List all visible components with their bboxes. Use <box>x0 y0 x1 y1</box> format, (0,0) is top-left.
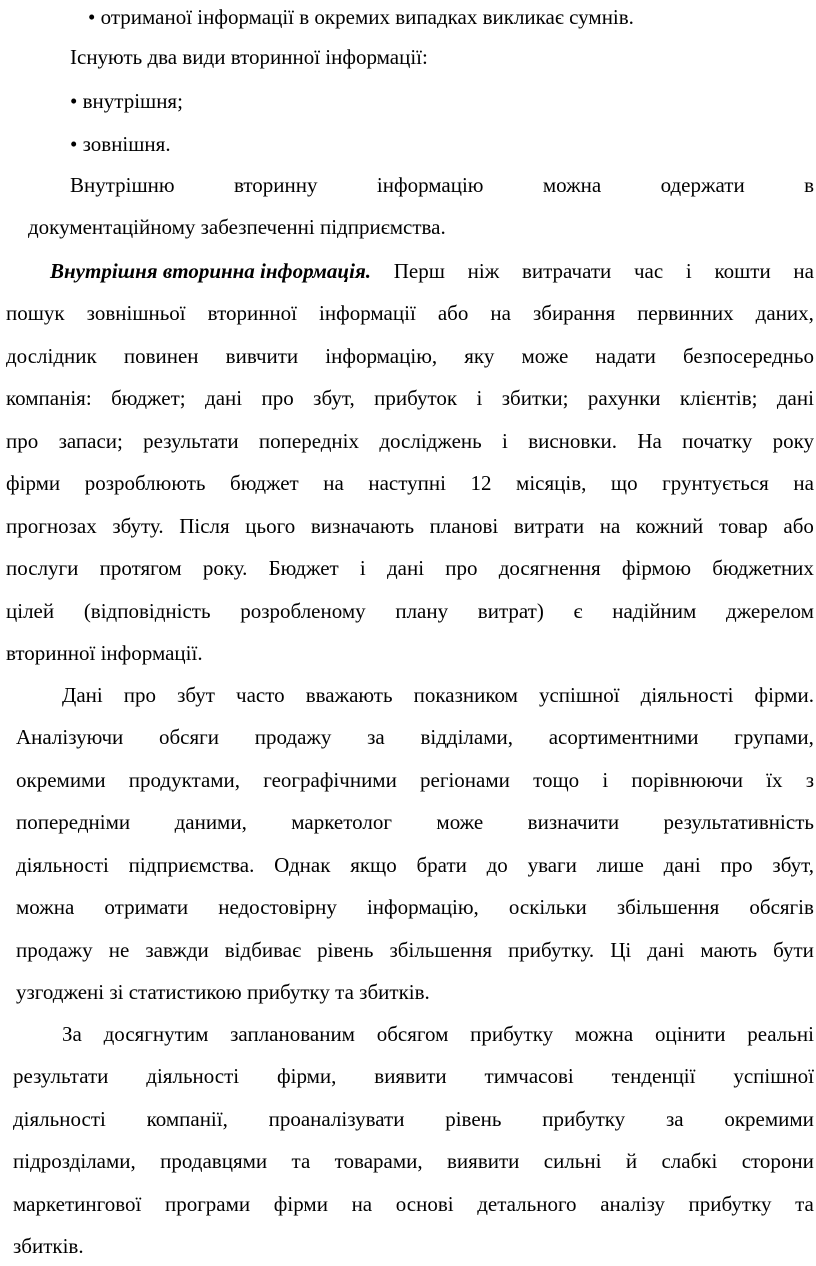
word: рахунки <box>587 386 661 410</box>
text-line <box>6 597 814 625</box>
word: можна <box>16 895 75 919</box>
word: Однак <box>274 853 331 877</box>
word: послуги <box>6 556 79 580</box>
word: на <box>323 471 344 495</box>
word: збитки; <box>501 386 569 410</box>
word: компанія: <box>6 386 92 410</box>
text-line <box>13 1190 814 1218</box>
word: оскільки <box>508 895 587 919</box>
word: даними, <box>174 810 247 834</box>
word: що <box>610 471 638 495</box>
text-line <box>13 1062 814 1090</box>
word: розробленому <box>240 599 366 623</box>
word: планові <box>429 514 499 538</box>
word: підрозділами, <box>13 1149 136 1173</box>
word: продажу <box>16 938 93 962</box>
word: досліджень <box>379 429 482 453</box>
word: дані <box>647 938 685 962</box>
word: вторинної <box>207 301 298 325</box>
word: збільшення <box>389 938 492 962</box>
word: дані <box>776 386 814 410</box>
word: брати <box>416 853 467 877</box>
word: даних, <box>755 301 814 325</box>
word: успішної <box>733 1064 814 1088</box>
word: або <box>437 301 469 325</box>
word: тощо <box>533 768 580 792</box>
word: За <box>62 1022 82 1046</box>
word: дані <box>205 386 243 410</box>
word: клієнтів; <box>679 386 758 410</box>
word: час <box>633 259 664 283</box>
word: і <box>502 429 508 453</box>
text-line <box>62 1020 814 1048</box>
word: маркетингової <box>13 1192 142 1216</box>
word: якщо <box>350 853 397 877</box>
word: слабкі <box>661 1149 718 1173</box>
word: за <box>367 725 385 749</box>
word: кожний <box>635 514 704 538</box>
word: тимчасові <box>484 1064 574 1088</box>
word: дані <box>386 556 425 580</box>
word: витрати <box>513 514 585 538</box>
word: інформацію, <box>366 895 479 919</box>
word: бюджетних <box>712 556 814 580</box>
word: діяльності <box>13 1107 106 1131</box>
word: і <box>476 386 483 410</box>
word: досягнення <box>498 556 601 580</box>
word: інформацію, <box>325 344 438 368</box>
word: прибутку <box>688 1192 772 1216</box>
word: відділами, <box>420 725 513 749</box>
word: недостовірну <box>218 895 337 919</box>
word: з <box>805 768 814 792</box>
word: повинен <box>123 344 199 368</box>
word: на <box>599 514 621 538</box>
intro-line: Існують два види вторинної інформації: <box>70 45 428 69</box>
word: збут, <box>313 386 355 410</box>
word: про <box>445 556 478 580</box>
word: На <box>637 429 662 453</box>
word: реальні <box>747 1022 814 1046</box>
word: визначають <box>310 514 415 538</box>
word: року. <box>202 556 248 580</box>
word: аналізу <box>600 1192 665 1216</box>
word: асортиментними <box>548 725 699 749</box>
word: про <box>720 853 753 877</box>
word: товарами, <box>334 1149 423 1173</box>
word: детального <box>477 1192 577 1216</box>
word: попередніми <box>16 810 131 834</box>
word: на <box>793 259 814 283</box>
word: витрат) <box>477 599 544 623</box>
word: вивчити <box>225 344 299 368</box>
word: або <box>783 514 814 538</box>
text-line: документаційному забезпеченні підприємства. <box>28 215 446 239</box>
word: вважають <box>305 683 393 707</box>
word: та <box>795 1192 814 1216</box>
word: (відповідність <box>83 599 211 623</box>
word: порівнюючи <box>631 768 743 792</box>
word: дані <box>663 853 701 877</box>
word: виявити <box>447 1149 520 1173</box>
bullet-item: • внутрішня; <box>70 89 183 113</box>
word: попередніх <box>258 429 359 453</box>
word: проаналізувати <box>268 1107 405 1131</box>
word: Аналізуючи <box>16 725 124 749</box>
word: можна <box>542 173 602 197</box>
word: сторони <box>741 1149 814 1173</box>
word: та <box>291 1149 311 1173</box>
word: досягнутим <box>103 1022 209 1046</box>
word: початку <box>682 429 753 453</box>
word: виявити <box>374 1064 447 1088</box>
word: продавцями <box>160 1149 268 1173</box>
word: уваги <box>527 853 577 877</box>
word: в <box>804 173 814 197</box>
word: компанії, <box>146 1107 228 1131</box>
word: збуту. <box>112 514 164 538</box>
word: відбиває <box>224 938 302 962</box>
text-line <box>6 554 814 582</box>
word: запланованим <box>230 1022 355 1046</box>
word: товар <box>718 514 768 538</box>
text-line <box>16 766 814 794</box>
word: продуктами, <box>128 768 241 792</box>
word: завжди <box>145 938 209 962</box>
word: обсягів <box>749 895 814 919</box>
word: групами, <box>734 725 814 749</box>
word: може <box>436 810 484 834</box>
word: Ці <box>610 938 632 962</box>
word: року <box>772 429 814 453</box>
word: запаси; <box>58 429 123 453</box>
word: фірми, <box>277 1064 337 1088</box>
word: фірмою <box>621 556 692 580</box>
word: збільшення <box>616 895 720 919</box>
word: бюджет <box>230 471 299 495</box>
word: джерелом <box>726 599 814 623</box>
word: наступні <box>368 471 446 495</box>
text-line: узгоджені зі статистикою прибутку та збитків. <box>16 980 430 1004</box>
word: яку <box>464 344 495 368</box>
word: і <box>359 556 366 580</box>
word: показником <box>413 683 518 707</box>
word: мають <box>700 938 758 962</box>
word: обсягом <box>376 1022 449 1046</box>
word: Дані <box>62 683 103 707</box>
word: оцінити <box>654 1022 726 1046</box>
word: основі <box>395 1192 454 1216</box>
word: фірми <box>6 471 61 495</box>
text-line <box>62 681 814 709</box>
word: інформацію <box>376 173 484 197</box>
word: місяців, <box>516 471 587 495</box>
word: Після <box>179 514 230 538</box>
text-line <box>13 1105 814 1133</box>
word: інформації <box>319 301 416 325</box>
word: за <box>665 1107 684 1131</box>
word: діяльності <box>640 683 734 707</box>
text-line <box>16 893 814 921</box>
word: на <box>351 1192 373 1216</box>
text-line <box>16 851 814 879</box>
word: рівень <box>317 938 374 962</box>
word: прибутку. <box>508 938 595 962</box>
word: географічними <box>263 768 397 792</box>
text-line <box>6 427 814 455</box>
word: протягом <box>99 556 182 580</box>
word: одержати <box>660 173 745 197</box>
text-line <box>6 512 814 540</box>
word: бути <box>773 938 814 962</box>
word: цього <box>245 514 296 538</box>
word: грунтується <box>662 471 769 495</box>
word: Бюджет <box>268 556 339 580</box>
word: бюджет; <box>111 386 186 410</box>
text-line <box>6 299 814 327</box>
word: безпосередньо <box>682 344 814 368</box>
word: витрачати <box>521 259 612 283</box>
word: збут <box>177 683 215 707</box>
word: діяльності <box>16 853 109 877</box>
word: прибутку <box>542 1107 626 1131</box>
word: 12 <box>470 471 492 495</box>
text-line <box>6 342 814 370</box>
word: окремими <box>16 768 106 792</box>
word: підприємства. <box>128 853 255 877</box>
word: сильні <box>543 1149 602 1173</box>
word: надати <box>595 344 656 368</box>
word: зовнішньої <box>86 301 186 325</box>
word: кошти <box>714 259 771 283</box>
word: і <box>685 259 692 283</box>
word: результативність <box>663 810 814 834</box>
word: на <box>490 301 511 325</box>
text-line <box>16 723 814 751</box>
word: висновки. <box>528 429 618 453</box>
word: часто <box>236 683 285 707</box>
word: визначити <box>527 810 620 834</box>
word: фірми. <box>754 683 814 707</box>
section-heading: Внутрішня вторинна інформація. <box>50 259 372 283</box>
text-line <box>16 808 814 836</box>
word: діяльності <box>146 1064 240 1088</box>
bullet-item: • отриманої інформації в окремих випадках викликає сумнів. <box>88 5 634 29</box>
text-line <box>13 1147 814 1175</box>
word: Перш <box>393 259 445 283</box>
word: вторинну <box>234 173 318 197</box>
word: прибутку <box>470 1022 554 1046</box>
word: прогнозах <box>6 514 97 538</box>
word: маркетолог <box>291 810 392 834</box>
word: на <box>793 471 814 495</box>
word: цілей <box>6 599 55 623</box>
word: плану <box>395 599 449 623</box>
word: отримати <box>104 895 189 919</box>
word: надійним <box>612 599 697 623</box>
word: збирання <box>532 301 616 325</box>
word: окремими <box>724 1107 814 1131</box>
word: дослідник <box>6 344 97 368</box>
word: лише <box>596 853 644 877</box>
text-line <box>50 257 814 285</box>
word: продажу <box>254 725 332 749</box>
word: рівень <box>445 1107 502 1131</box>
word: є <box>573 599 583 623</box>
word: програми <box>164 1192 251 1216</box>
word: результати <box>13 1064 109 1088</box>
word: тенденції <box>611 1064 696 1088</box>
word: прибуток <box>374 386 458 410</box>
text-line <box>6 384 814 412</box>
word: їх <box>766 768 783 792</box>
word: Внутрішню <box>70 173 175 197</box>
bullet-item: • зовнішня. <box>70 132 171 156</box>
word: ніж <box>467 259 500 283</box>
word: пошук <box>6 301 65 325</box>
text-line: вторинної інформації. <box>6 641 203 665</box>
word: фірми <box>273 1192 328 1216</box>
word: до <box>486 853 508 877</box>
text-line: збитків. <box>13 1234 84 1258</box>
word: про <box>6 429 39 453</box>
word: й <box>625 1149 638 1173</box>
word: про <box>123 683 157 707</box>
word: результати <box>143 429 239 453</box>
word: і <box>602 768 609 792</box>
word: успішної <box>538 683 620 707</box>
word: первинних <box>637 301 734 325</box>
text-line <box>6 469 814 497</box>
word: збут, <box>772 853 814 877</box>
word: регіонами <box>420 768 510 792</box>
word: обсяги <box>159 725 220 749</box>
text-line <box>70 171 814 199</box>
word: можна <box>574 1022 634 1046</box>
word: розроблюють <box>84 471 206 495</box>
text-line <box>16 936 814 964</box>
word: може <box>521 344 569 368</box>
word: про <box>261 386 294 410</box>
word: не <box>108 938 130 962</box>
